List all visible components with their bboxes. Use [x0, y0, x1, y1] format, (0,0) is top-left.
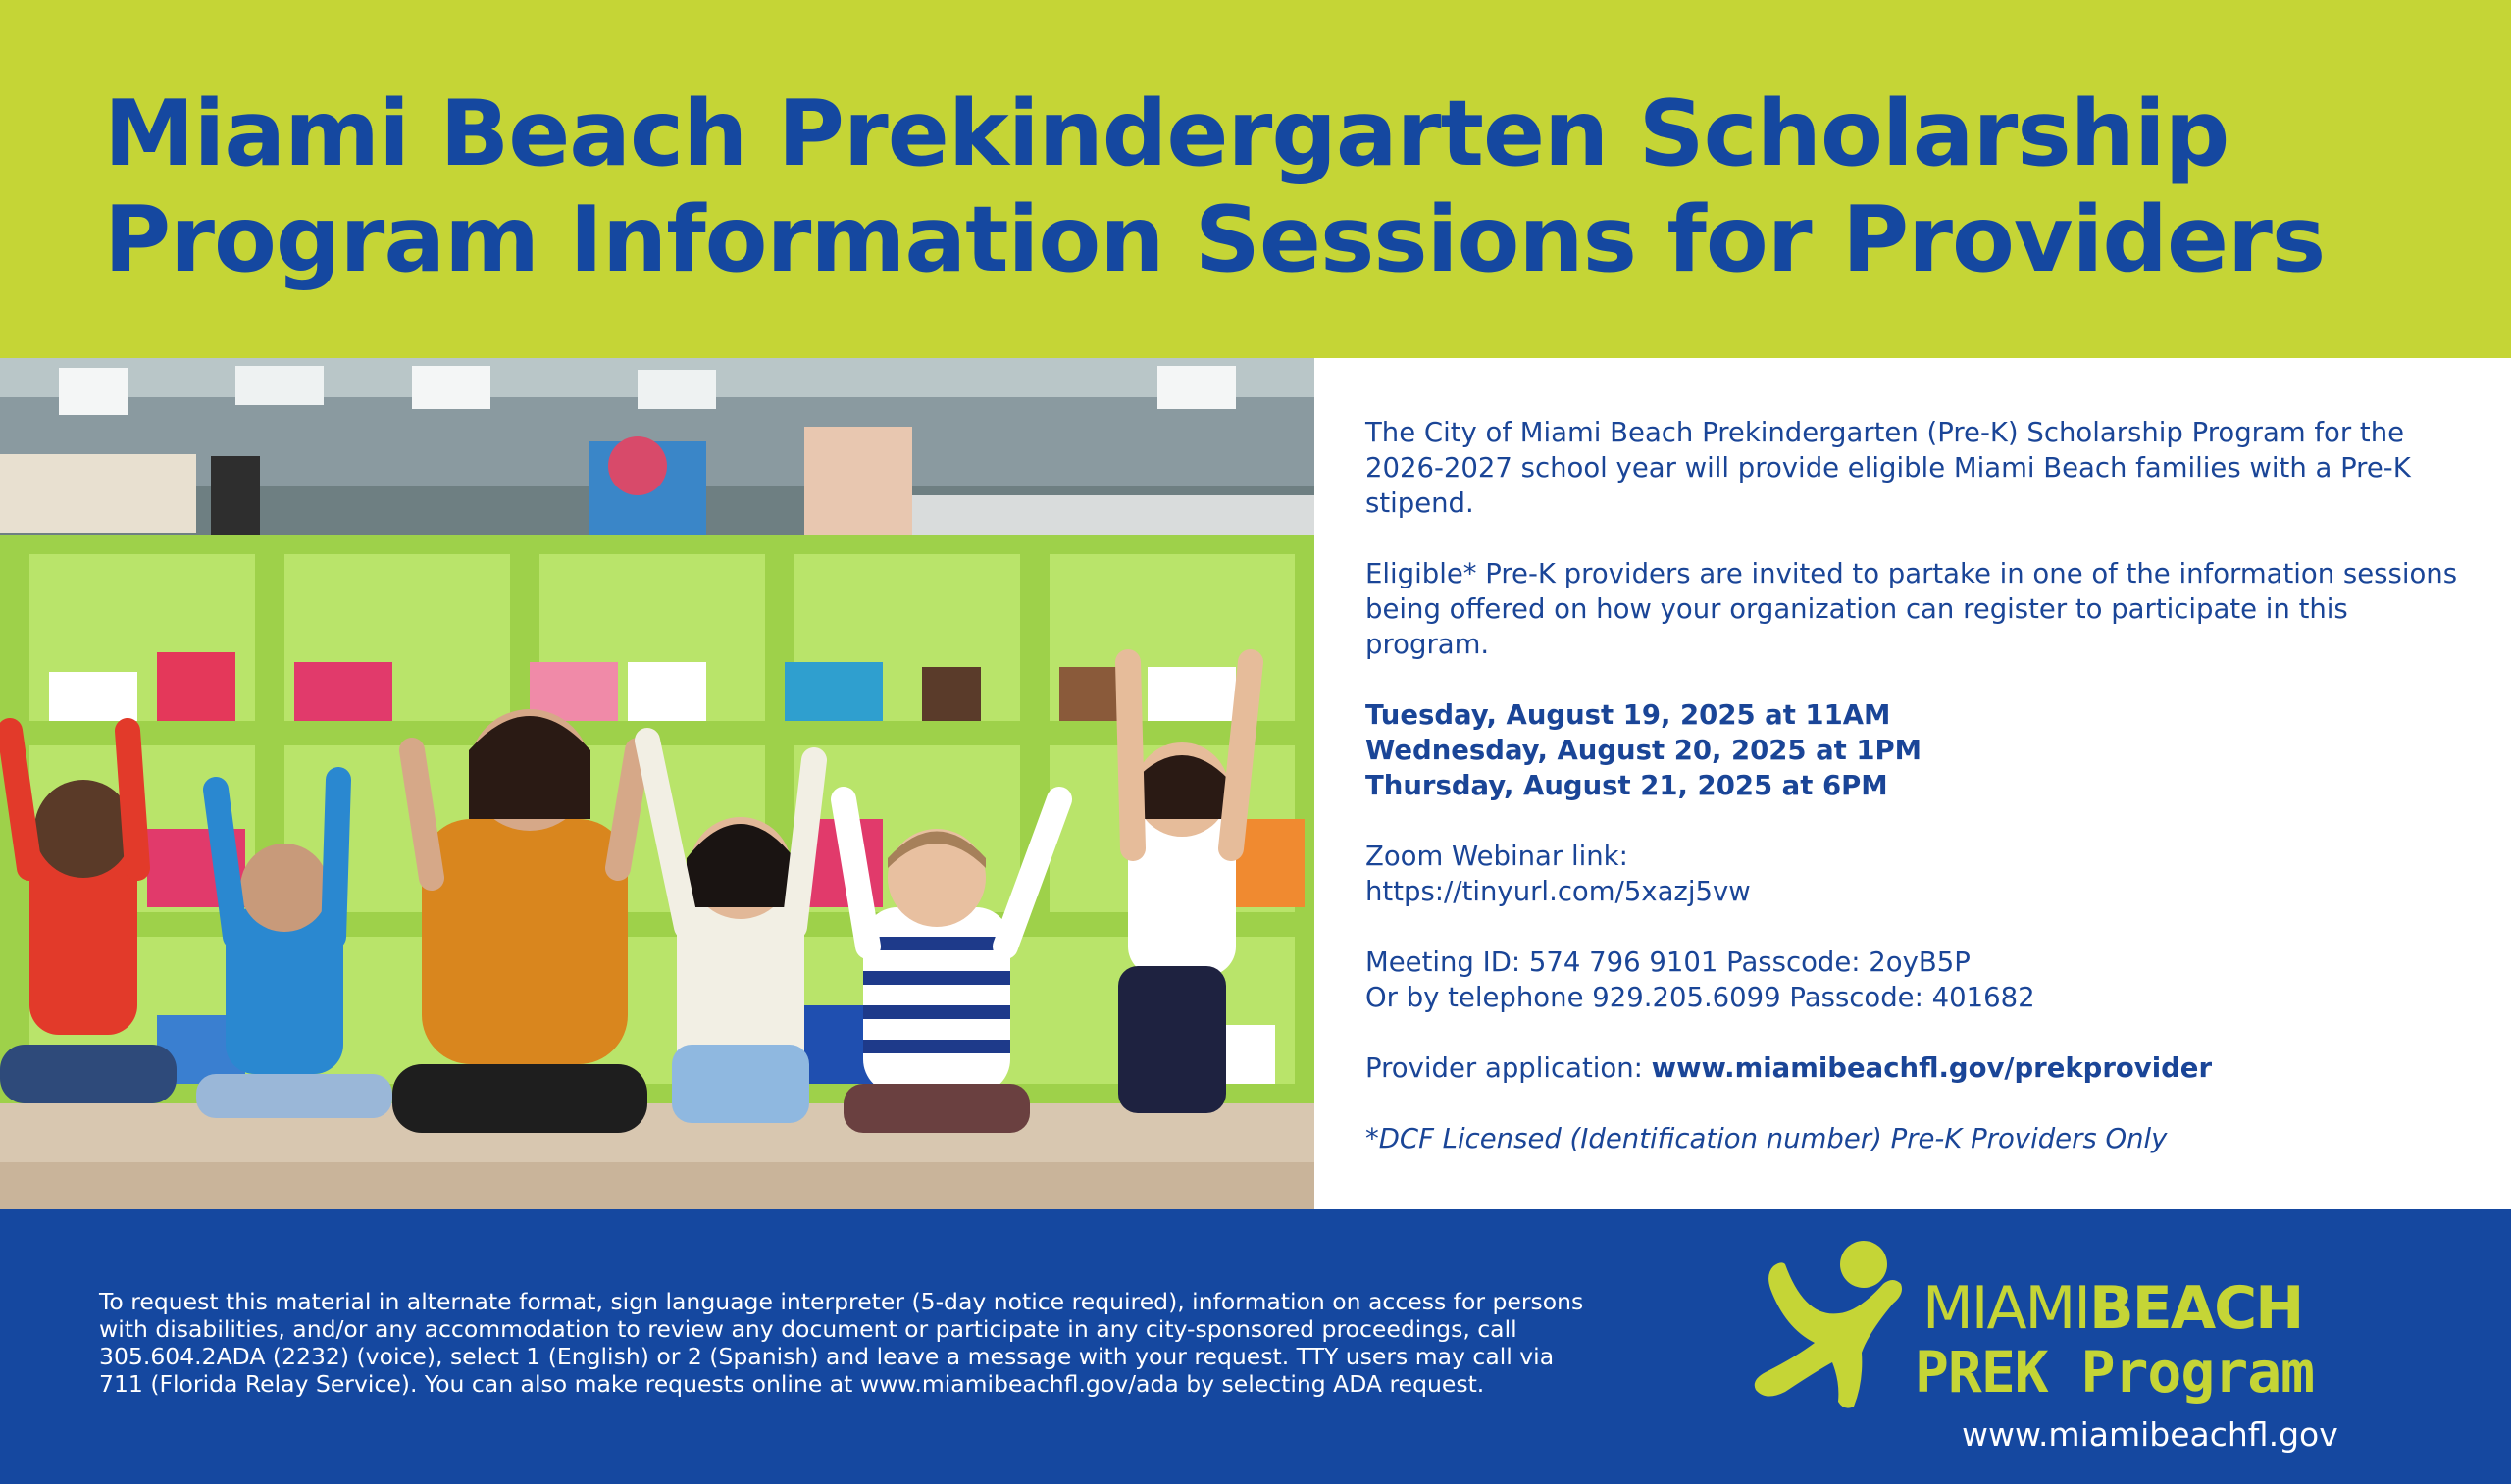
ada-line: 711 (Florida Relay Service). You can also make requests online at www.miamibeachfl.gov/ada by selecting ADA request. — [99, 1370, 1485, 1398]
header-banner — [0, 0, 2511, 358]
page-title — [104, 80, 2325, 292]
ada-line: To request this material in alternate format, sign language interpreter (5-day notice required), information on access for persons — [99, 1288, 1584, 1315]
session-item: Wednesday, August 20, 2025 at 1PM — [1365, 735, 1922, 766]
wordmark-beach: BEACH — [2088, 1274, 2303, 1343]
ada-notice — [99, 1288, 1668, 1398]
prek-program-wordmark: PREK Program — [1915, 1339, 2315, 1406]
title-line-2: Program Information Sessions for Providers — [104, 186, 2326, 292]
info-panel — [1314, 358, 2511, 1209]
miami-beach-wordmark — [1922, 1276, 2302, 1341]
prek-program-logo — [1746, 1225, 2374, 1470]
footer-website[interactable]: www.miamibeachfl.gov — [1962, 1415, 2338, 1454]
classroom-photo — [0, 358, 1314, 1209]
application-line — [1365, 1050, 2464, 1086]
zoom-block — [1365, 839, 2464, 909]
meeting-id: Meeting ID: 574 796 9101 Passcode: 2oyB5P — [1365, 947, 1971, 978]
title-line-1: Miami Beach Prekindergarten Scholarship — [104, 80, 2229, 186]
session-list — [1365, 697, 2464, 803]
classroom-illustration — [0, 358, 1314, 1209]
application-block — [1365, 1050, 2464, 1086]
intro-paragraph: The City of Miami Beach Prekindergarten (Pre-K) Scholarship Program for the 2026-2027 school year will provide eligible Miami Beach families with a Pre-K stipend. — [1365, 417, 2411, 519]
application-link[interactable]: www.miamibeachfl.gov/prekprovider — [1651, 1052, 2213, 1084]
application-label: Provider application: — [1365, 1052, 1652, 1084]
info-content — [1365, 415, 2464, 1156]
footer-banner — [0, 1209, 2511, 1484]
eligibility-note: *DCF Licensed (Identification number) Pre-K Providers Only — [1365, 1123, 2168, 1154]
session-item: Tuesday, August 19, 2025 at 11AM — [1365, 699, 1891, 731]
zoom-label: Zoom Webinar link: — [1365, 841, 1628, 872]
meeting-block — [1365, 945, 2464, 1015]
zoom-link[interactable]: https://tinyurl.com/5xazj5vw — [1365, 876, 1751, 907]
jumping-child-icon — [1746, 1225, 1922, 1411]
wordmark-miami: MIAMI — [1922, 1274, 2089, 1343]
telephone-info: Or by telephone 929.205.6099 Passcode: 401682 — [1365, 982, 2035, 1013]
session-item: Thursday, August 21, 2025 at 6PM — [1365, 770, 1888, 801]
eligible-paragraph: Eligible* Pre-K providers are invited to partake in one of the information sessions being offered on how your organization can register to participate in this program. — [1365, 558, 2458, 660]
ada-line: with disabilities, and/or any accommodation to review any document or participate in any city-sponsored proceedings, call — [99, 1315, 1517, 1343]
ada-line: 305.604.2ADA (2232) (voice), select 1 (English) or 2 (Spanish) and leave a message with your request. TTY users may call via — [99, 1343, 1555, 1370]
